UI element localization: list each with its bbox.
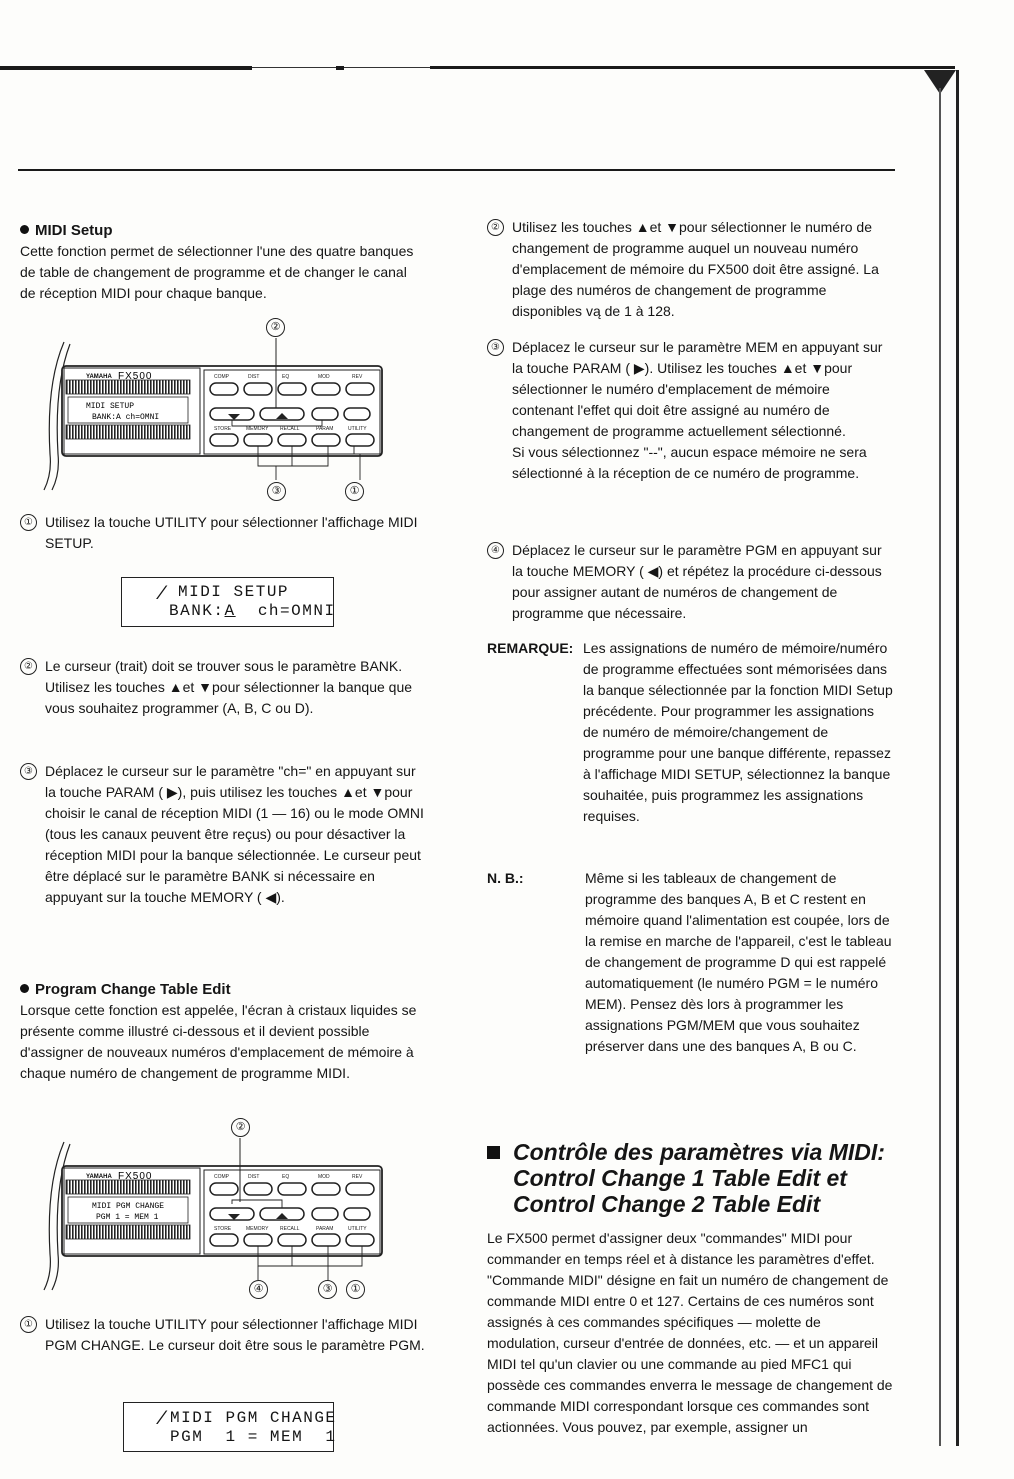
- fx500-panel-figure-2: [36, 1114, 390, 1304]
- model-label: FX500: [118, 1171, 153, 1182]
- nb-label: N. B.:: [487, 870, 524, 886]
- lcd-line-2: [169, 602, 336, 621]
- svg-text:EQ: EQ: [282, 1174, 290, 1180]
- svg-text:COMP: COMP: [214, 1174, 229, 1180]
- midi-setup-step-2: ② Le curseur (trait) doit se trouver sous le paramètre BANK. Utilisez les touches ▲et ▼pour sélectionner la banque que vous souhaitez programmer (A, B, C ou D).: [20, 656, 430, 719]
- remarque-text: Les assignations de numéro de mémoire/numéro de programme effectuées sont mémorisées dans la banque sélectionnée par la fonction MIDI Setup précédente. Pour programmer les assignations de numéro de mémoire/changement de programme pour une banque différente, repassez à l'affichage MIDI SETUP, sélectionnez la banque souhaitée, puis programmez les assignations requises.: [583, 640, 893, 824]
- nb-text: Même si les tableaux de changement de programme des banques A, B et C restent en mémoire quand l'alimentation est coupée, lors de la remise en marche de l'appareil, c'est le tableau de changement de programme D qui est rappelé automatiquement (le numéro PGM = le numéro MEM). Pensez dès lors à programmer les assignations PGM/MEM que vous souhaitez préserver dans une des banques A, B ou C.: [585, 870, 892, 1054]
- lcd-bank-value: A: [224, 602, 236, 620]
- top-rule-thick: [0, 66, 252, 70]
- svg-text:REV: REV: [352, 374, 363, 380]
- svg-text:PARAM: PARAM: [316, 1226, 334, 1232]
- midi-setup-intro: Cette fonction permet de sélectionner l'une des quatre banques de table de changement de programme et de changer le canal de réception MIDI pour chaque banque.: [20, 243, 414, 301]
- midi-setup-step-3: ③ Déplacez le curseur sur le paramètre "ch=" en appuyant sur la touche PARAM ( ▶), puis utilisez les touches ▲et ▼pour choisir le canal de réception MIDI (1 — 16) ou le mode OMNI (tous les canaux peuvent être reçus) ou pour désactiver la réception MIDI pour la banque sélectionnée. Le curseur peut être déplacé sur le paramètre BANK si nécessaire en appuyant sur la touche MEMORY ( ◀).: [20, 761, 430, 908]
- pgm-step-4: ④ Déplacez le curseur sur le paramètre PGM en appuyant sur la touche MEMORY ( ◀) et répétez la procédure ci-dessous pour assigner autant de numéros de changement de programme que nécessaire.: [487, 540, 895, 624]
- lcd-channel: ch=OMNI: [235, 602, 336, 620]
- pgm-step-2: ② Utilisez les touches ▲et ▼pour sélectionner le numéro de changement de programme auquel un nouveau numéro d'emplacement de mémoire du FX500 doit être assigné. La plage des numéros de changement de programme disponibles vą de 1 à 128.: [487, 217, 895, 322]
- pgm-table-intro: Lorsque cette fonction est appelée, l'écran à cristaux liquides se présente comme illustré ci-dessous et il devient possible d'assigner de nouveaux numéros d'emplacement de mémoire à chaque numéro de changement de programme MIDI.: [20, 1002, 417, 1081]
- callout-1: ①: [346, 1280, 365, 1299]
- lcd-midi-setup: [121, 577, 334, 627]
- section-square-icon: [487, 1146, 500, 1159]
- callout-2: ②: [231, 1118, 250, 1137]
- remarque-label: REMARQUE:: [487, 640, 574, 656]
- top-rule-right: [430, 66, 955, 69]
- svg-text:MOD: MOD: [318, 374, 330, 380]
- svg-text:STORE: STORE: [214, 1226, 232, 1232]
- panel-lcd-line-1: MIDI PGM CHANGE: [92, 1202, 165, 1211]
- svg-text:MEMORY: MEMORY: [246, 426, 269, 432]
- lcd-line-1: MIDI SETUP: [178, 583, 290, 601]
- callout-2: ②: [266, 318, 285, 337]
- brand-label: YAMAHA: [86, 374, 112, 380]
- callout-3: ③: [267, 482, 286, 501]
- pgm-step-3: ③ Déplacez le curseur sur le paramètre MEM en appuyant sur la touche PARAM ( ▶). Utilisez les touches ▲et ▼pour sélectionner le numéro d'emplacement de mémoire contenant l'effet qui doit être assigné au numéro de changement de programme actuellement sélectionné. Si vous sélectionnez "--", aucun espace mémoire ne sera sélectionné à la réception de ce numéro de programme.: [487, 337, 895, 484]
- brand-label: YAMAHA: [86, 1174, 112, 1180]
- svg-text:RECALL: RECALL: [280, 1226, 300, 1232]
- cursor-mark: /: [156, 1410, 169, 1430]
- model-label: FX500: [118, 371, 153, 382]
- panel-lcd-line-1: MIDI SETUP: [86, 402, 135, 411]
- lcd-bank-label: BANK:: [169, 602, 225, 620]
- svg-text:DIST: DIST: [248, 374, 260, 380]
- binding-line: [939, 88, 941, 1446]
- bullet-icon: [20, 984, 29, 993]
- callout-4: ④: [249, 1280, 268, 1299]
- fx500-panel-figure-1: [36, 314, 390, 504]
- pgm-table-step-1: ① Utilisez la touche UTILITY pour sélectionner l'affichage MIDI PGM CHANGE. Le curseur doit être sous le paramètre PGM.: [20, 1314, 430, 1356]
- midi-setup-heading: MIDI Setup: [20, 221, 440, 241]
- panel-lcd-line-2: PGM 1 = MEM 1: [96, 1213, 159, 1222]
- svg-text:PARAM: PARAM: [316, 426, 334, 432]
- pgm-table-heading: Program Change Table Edit: [20, 980, 440, 1000]
- section-body: Le FX500 permet d'assigner deux "commandes" MIDI pour commander en temps réel et à distance les paramètres d'effet. "Commande MIDI" désigne en fait un numéro de changement de commande MIDI entre 0 et 127. Certains de ces numéros sont assignés à ces commandes spécifiques — molette de modulation, curseur d'entrée de données, etc. — et un appareil MIDI tel qu'un clavier ou une commande au pied MFC1 qui possède ces commandes enverra le message de changement de commande MIDI correspondant lorsque ces commandes sont actionnées. Vous pouvez, par exemple, assigner un: [487, 1230, 893, 1435]
- lcd-line-1: MIDI PGM CHANGE: [170, 1409, 337, 1427]
- callout-3: ③: [318, 1280, 337, 1299]
- header-rule: [18, 169, 895, 171]
- svg-text:UTILITY: UTILITY: [348, 426, 367, 432]
- svg-text:REV: REV: [352, 1174, 363, 1180]
- bullet-icon: [20, 225, 29, 234]
- svg-text:UTILITY: UTILITY: [348, 1226, 367, 1232]
- section-title: Contrôle des paramètres via MIDI: Control Change 1 Table Edit et Control Change 2 Table Edit: [513, 1139, 885, 1217]
- callout-1: ①: [345, 482, 364, 501]
- svg-text:DIST: DIST: [248, 1174, 260, 1180]
- lcd-midi-pgm-change: [123, 1402, 337, 1452]
- top-rule-mark: [336, 66, 344, 70]
- svg-text:MOD: MOD: [318, 1174, 330, 1180]
- svg-text:STORE: STORE: [214, 426, 232, 432]
- cursor-mark: /: [156, 585, 169, 605]
- svg-text:MEMORY: MEMORY: [246, 1226, 269, 1232]
- binding-edge: [956, 70, 959, 1446]
- lcd-line-2: PGM 1 = MEM 1: [170, 1428, 337, 1446]
- svg-text:EQ: EQ: [282, 374, 290, 380]
- svg-text:COMP: COMP: [214, 374, 229, 380]
- panel-lcd-line-2: BANK:A ch=OMNI: [92, 413, 160, 422]
- svg-text:RECALL: RECALL: [280, 426, 300, 432]
- midi-setup-step-1: ① Utilisez la touche UTILITY pour sélectionner l'affichage MIDI SETUP.: [20, 512, 430, 554]
